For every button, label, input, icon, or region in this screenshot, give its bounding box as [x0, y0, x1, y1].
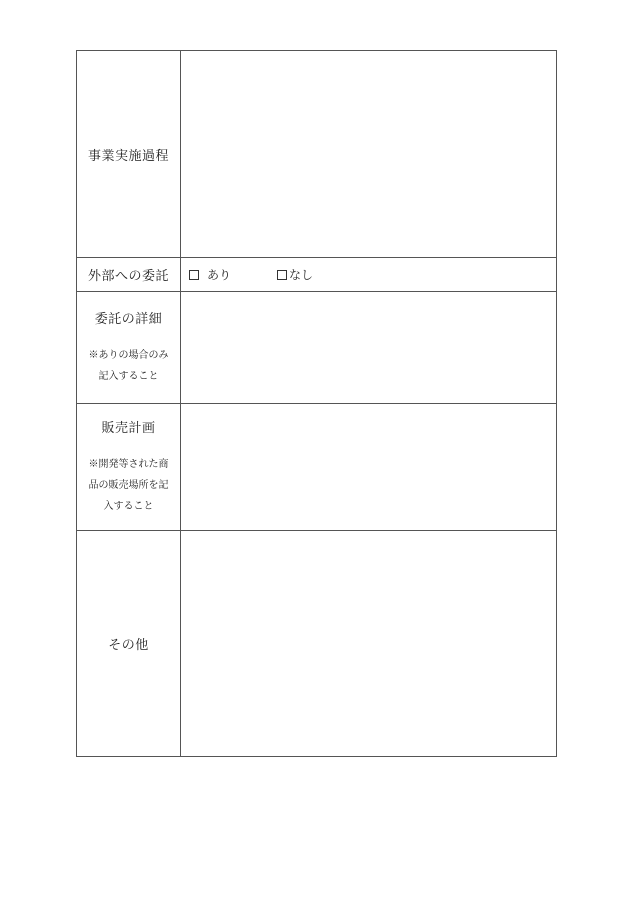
details-input-area[interactable] — [181, 292, 557, 404]
option-nashi[interactable] — [277, 266, 313, 283]
row-process — [77, 51, 557, 258]
row-outsourcing — [77, 258, 557, 292]
application-form-table — [76, 50, 557, 757]
label-other: その他 — [108, 638, 149, 653]
option-ari-label: あり — [207, 268, 232, 282]
label-cell-outsourcing — [77, 258, 181, 292]
label-cell-details — [77, 292, 181, 404]
sales-note-line3: 入すること — [103, 501, 154, 512]
sales-note — [77, 454, 180, 517]
process-input-area[interactable] — [181, 51, 557, 258]
row-other — [77, 531, 557, 757]
label-outsourcing: 外部への委託 — [87, 269, 169, 284]
label-cell-process — [77, 51, 181, 258]
checkbox-nashi[interactable] — [277, 270, 287, 280]
details-note-line2: 記入すること — [98, 371, 159, 382]
details-note-line1: ※ありの場合のみ — [88, 350, 169, 361]
outsourcing-options — [181, 258, 557, 292]
label-details: 委託の詳細 — [94, 312, 163, 327]
label-sales: 販売計画 — [101, 421, 156, 436]
option-nashi-label: なし — [289, 268, 314, 282]
outsourcing-checkbox-row — [181, 266, 556, 283]
row-sales-plan — [77, 404, 557, 531]
option-ari[interactable] — [189, 266, 277, 283]
row-outsourcing-details — [77, 292, 557, 404]
other-input-area[interactable] — [181, 531, 557, 757]
sales-note-line1: ※開発等された商 — [88, 459, 169, 470]
sales-input-area[interactable] — [181, 404, 557, 531]
label-cell-other — [77, 531, 181, 757]
sales-note-line2: 品の販売場所を記 — [88, 480, 169, 491]
details-note — [77, 345, 180, 387]
label-process: 事業実施過程 — [87, 148, 169, 164]
label-cell-sales — [77, 404, 181, 531]
checkbox-ari[interactable] — [189, 270, 199, 280]
